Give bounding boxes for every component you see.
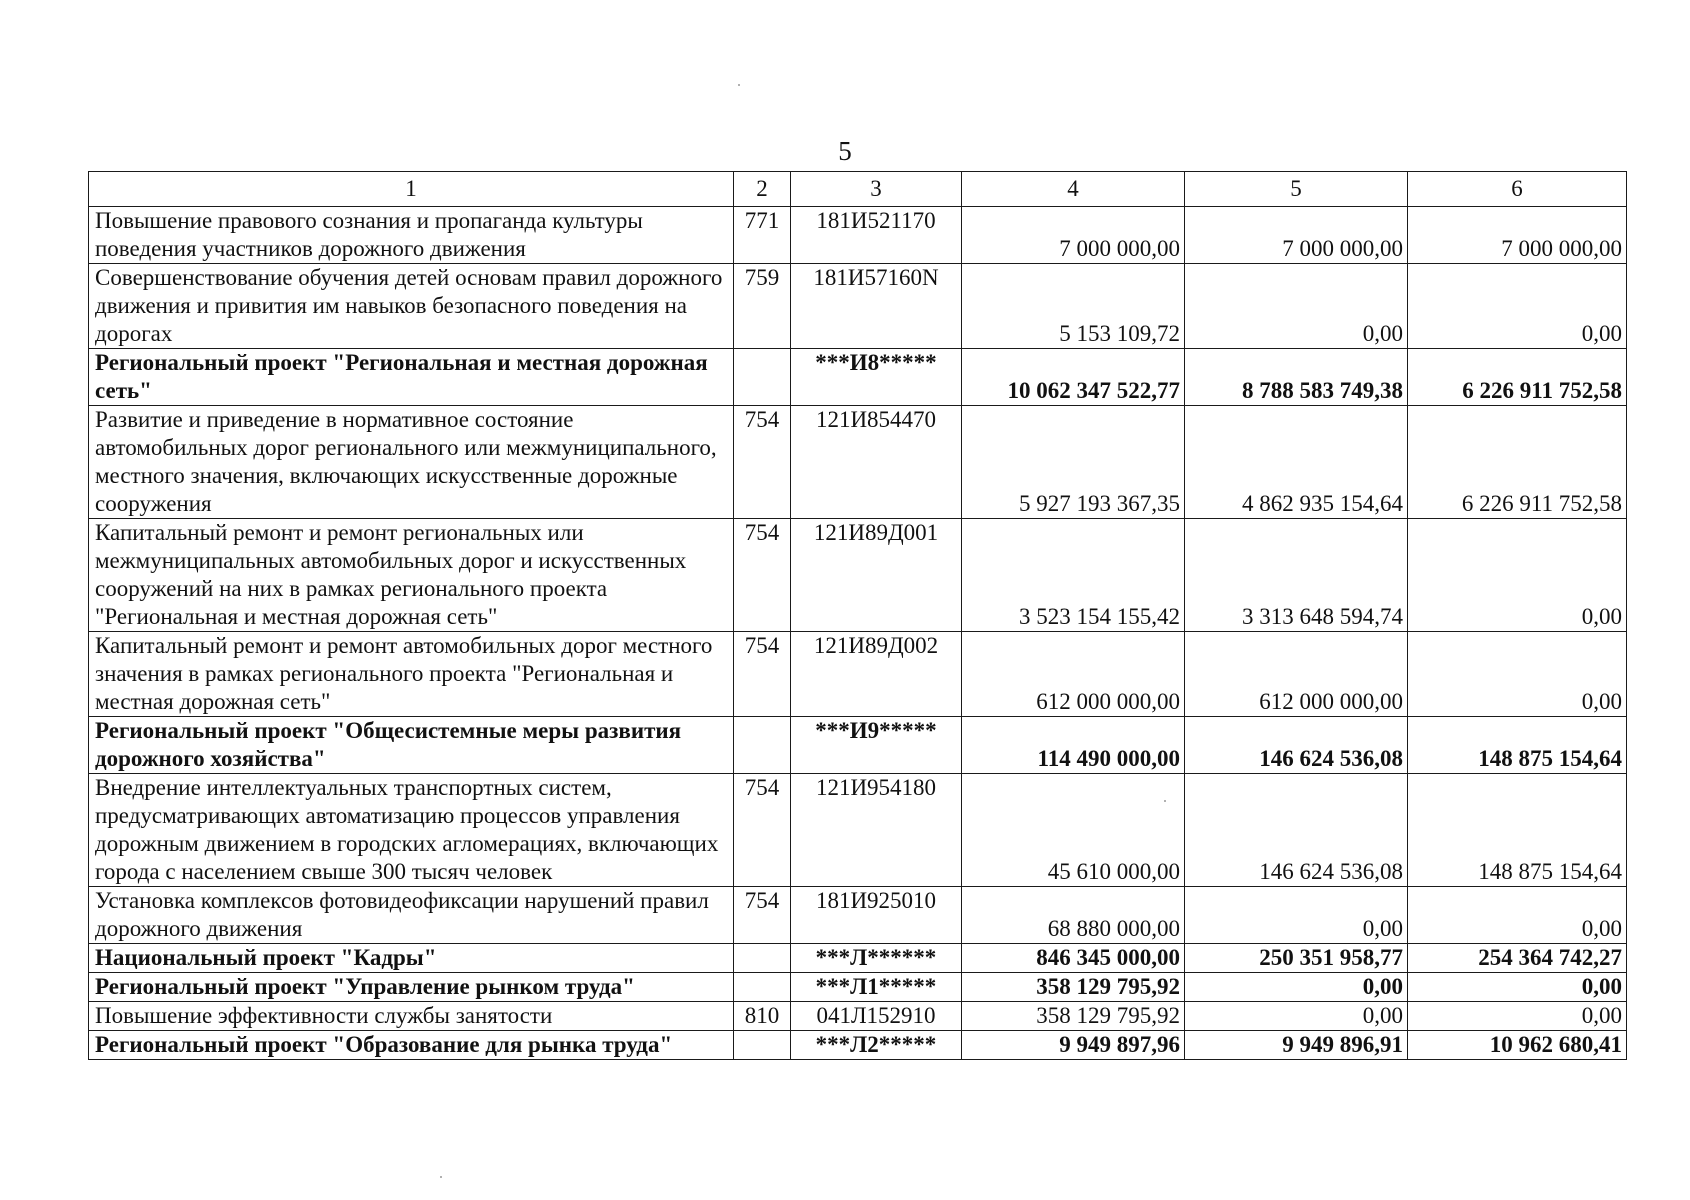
row-name: Капитальный ремонт и ремонт региональных или межмуниципальных автомобильных дорог и искусственных сооружений на них в рамках регионального проекта "Региональная и местная дорожная сеть" <box>89 519 734 632</box>
row-amount-6: 148 875 154,64 <box>1408 774 1627 887</box>
column-header-5: 5 <box>1185 172 1408 207</box>
row-code-3: 121И89Д002 <box>791 632 962 717</box>
scan-speck <box>440 1176 442 1178</box>
row-amount-4: 612 000 000,00 <box>962 632 1185 717</box>
row-amount-4: 3 523 154 155,42 <box>962 519 1185 632</box>
row-amount-6: 10 962 680,41 <box>1408 1031 1627 1060</box>
row-code-2: 754 <box>734 774 791 887</box>
row-name: Совершенствование обучения детей основам правил дорожного движения и привития им навыков безопасного поведения на дорогах <box>89 264 734 349</box>
column-header-6: 6 <box>1408 172 1627 207</box>
table-row <box>89 1031 1627 1060</box>
row-code-2 <box>734 944 791 973</box>
row-amount-5: 612 000 000,00 <box>1185 632 1408 717</box>
row-code-2: 759 <box>734 264 791 349</box>
row-code-2 <box>734 973 791 1002</box>
row-amount-5: 146 624 536,08 <box>1185 774 1408 887</box>
row-name: Капитальный ремонт и ремонт автомобильных дорог местного значения в рамках регионального проекта "Региональная и местная дорожная сеть" <box>89 632 734 717</box>
row-amount-6: 254 364 742,27 <box>1408 944 1627 973</box>
row-code-3: ***Л****** <box>791 944 962 973</box>
column-header-4: 4 <box>962 172 1185 207</box>
row-name: Повышение эффективности службы занятости <box>89 1002 734 1031</box>
table-row <box>89 349 1627 406</box>
page-number: 5 <box>838 136 852 166</box>
row-code-3: 181И925010 <box>791 887 962 944</box>
budget-table <box>88 171 1627 1060</box>
table-row <box>89 973 1627 1002</box>
row-code-3: 121И854470 <box>791 406 962 519</box>
row-name: Развитие и приведение в нормативное состояние автомобильных дорог регионального или межмуниципального, местного значения, включающих искусственные дорожные сооружения <box>89 406 734 519</box>
row-amount-6: 0,00 <box>1408 264 1627 349</box>
row-name: Повышение правового сознания и пропаганда культуры поведения участников дорожного движения <box>89 207 734 264</box>
row-code-2: 754 <box>734 632 791 717</box>
row-code-3: ***И9***** <box>791 717 962 774</box>
table-row <box>89 774 1627 887</box>
table-row <box>89 207 1627 264</box>
row-amount-4: 10 062 347 522,77 <box>962 349 1185 406</box>
row-amount-6: 6 226 911 752,58 <box>1408 349 1627 406</box>
row-code-2: 754 <box>734 406 791 519</box>
row-code-3: ***И8***** <box>791 349 962 406</box>
column-header-1: 1 <box>89 172 734 207</box>
row-code-3: 121И954180 <box>791 774 962 887</box>
row-amount-4: 45 610 000,00 <box>962 774 1185 887</box>
header-row <box>89 172 1627 207</box>
row-amount-4: 9 949 897,96 <box>962 1031 1185 1060</box>
row-amount-4: 7 000 000,00 <box>962 207 1185 264</box>
row-code-2 <box>734 1031 791 1060</box>
row-name: Региональный проект "Общесистемные меры развития дорожного хозяйства" <box>89 717 734 774</box>
row-amount-5: 0,00 <box>1185 264 1408 349</box>
row-code-3: 121И89Д001 <box>791 519 962 632</box>
row-amount-6: 0,00 <box>1408 632 1627 717</box>
table-row <box>89 717 1627 774</box>
row-amount-6: 7 000 000,00 <box>1408 207 1627 264</box>
row-amount-5: 9 949 896,91 <box>1185 1031 1408 1060</box>
row-amount-5: 250 351 958,77 <box>1185 944 1408 973</box>
table-row <box>89 1002 1627 1031</box>
row-name: Национальный проект "Кадры" <box>89 944 734 973</box>
row-code-2: 754 <box>734 519 791 632</box>
row-amount-5: 3 313 648 594,74 <box>1185 519 1408 632</box>
row-code-2: 771 <box>734 207 791 264</box>
table-row <box>89 887 1627 944</box>
row-amount-6: 0,00 <box>1408 973 1627 1002</box>
row-amount-4: 5 927 193 367,35 <box>962 406 1185 519</box>
row-amount-5: 4 862 935 154,64 <box>1185 406 1408 519</box>
row-amount-5: 146 624 536,08 <box>1185 717 1408 774</box>
row-code-3: 041Л152910 <box>791 1002 962 1031</box>
row-amount-4: 114 490 000,00 <box>962 717 1185 774</box>
row-amount-6: 148 875 154,64 <box>1408 717 1627 774</box>
row-amount-6: 0,00 <box>1408 519 1627 632</box>
row-amount-4: 5 153 109,72 <box>962 264 1185 349</box>
table-row <box>89 519 1627 632</box>
row-name: Региональный проект "Региональная и местная дорожная сеть" <box>89 349 734 406</box>
row-amount-5: 0,00 <box>1185 1002 1408 1031</box>
column-header-3: 3 <box>791 172 962 207</box>
row-amount-5: 8 788 583 749,38 <box>1185 349 1408 406</box>
row-amount-4: 358 129 795,92 <box>962 973 1185 1002</box>
table-row <box>89 406 1627 519</box>
row-amount-4: 358 129 795,92 <box>962 1002 1185 1031</box>
row-code-2: 754 <box>734 887 791 944</box>
row-code-3: 181И521170 <box>791 207 962 264</box>
column-header-2: 2 <box>734 172 791 207</box>
row-name: Региональный проект "Образование для рынка труда" <box>89 1031 734 1060</box>
row-name: Установка комплексов фотовидеофиксации нарушений правил дорожного движения <box>89 887 734 944</box>
row-amount-6: 0,00 <box>1408 1002 1627 1031</box>
table-row <box>89 632 1627 717</box>
row-code-3: ***Л2***** <box>791 1031 962 1060</box>
table-row <box>89 264 1627 349</box>
row-amount-4: 68 880 000,00 <box>962 887 1185 944</box>
row-amount-6: 0,00 <box>1408 887 1627 944</box>
row-amount-4: 846 345 000,00 <box>962 944 1185 973</box>
row-code-2: 810 <box>734 1002 791 1031</box>
row-code-3: 181И57160N <box>791 264 962 349</box>
row-code-2 <box>734 717 791 774</box>
row-code-3: ***Л1***** <box>791 973 962 1002</box>
row-amount-5: 0,00 <box>1185 887 1408 944</box>
row-amount-6: 6 226 911 752,58 <box>1408 406 1627 519</box>
row-amount-5: 0,00 <box>1185 973 1408 1002</box>
table-row <box>89 944 1627 973</box>
row-code-2 <box>734 349 791 406</box>
row-name: Региональный проект "Управление рынком труда" <box>89 973 734 1002</box>
scan-speck <box>738 84 740 86</box>
row-name: Внедрение интеллектуальных транспортных систем, предусматривающих автоматизацию процессов управления дорожным движением в городских агломерациях, включающих города с населением свыше 300 тысяч человек <box>89 774 734 887</box>
row-amount-5: 7 000 000,00 <box>1185 207 1408 264</box>
